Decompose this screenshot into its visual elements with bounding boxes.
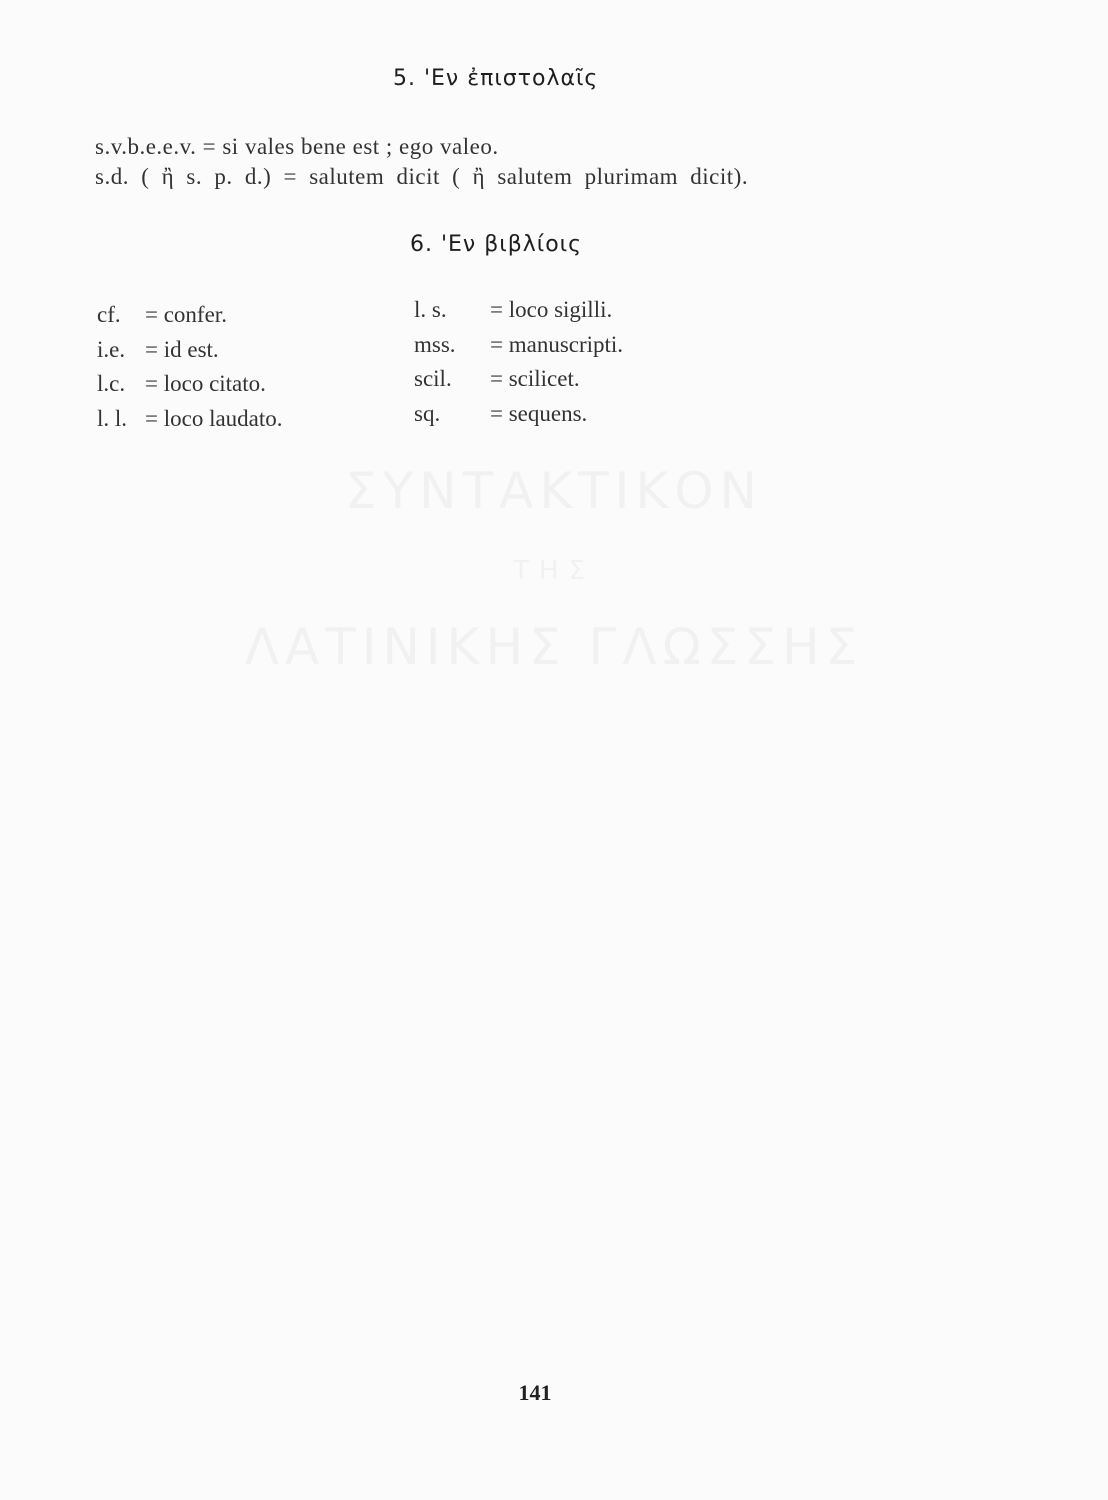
bleed-through-text: ΛΑΤΙΝΙΚΗΣ ΓΛΩΣΣΗΣ bbox=[244, 618, 864, 676]
page-number: 141 bbox=[518, 1380, 552, 1405]
abbreviation-meaning: = confer. bbox=[145, 302, 227, 327]
section-6-heading: 6. 'Εν βιβλίοις bbox=[410, 232, 583, 257]
abbreviation-row bbox=[414, 366, 623, 401]
abbreviation-row bbox=[414, 401, 623, 436]
abbreviation-meaning: = sequens. bbox=[490, 400, 588, 426]
abbreviation-meaning: = loco citato. bbox=[145, 371, 266, 396]
abbreviation: i.e. bbox=[97, 336, 126, 362]
book-abbreviations-right-column bbox=[414, 297, 623, 435]
bleed-through-text: ΤΗΣ bbox=[513, 556, 595, 586]
letter-abbreviation-line: s.v.b.e.e.v. = si vales bene est ; ego valeo. bbox=[95, 134, 499, 159]
abbreviation-row bbox=[414, 297, 623, 332]
abbreviation-row bbox=[414, 332, 623, 367]
abbreviation-row bbox=[97, 371, 283, 406]
abbreviation: scil. bbox=[414, 366, 452, 391]
abbreviation: l. s. bbox=[414, 297, 447, 322]
abbreviation-meaning: = loco laudato. bbox=[145, 405, 283, 431]
abbreviation-meaning: = manuscripti. bbox=[490, 331, 624, 357]
abbreviation-row bbox=[97, 337, 283, 372]
abbreviation: cf. bbox=[97, 302, 121, 327]
abbreviation-row bbox=[97, 406, 283, 441]
abbreviation-meaning: = id est. bbox=[145, 336, 219, 362]
abbreviation-meaning: = scilicet. bbox=[490, 366, 580, 391]
letter-abbreviation-line: s.d. ( ἢ s. p. d.) = salutem dicit ( ἢ salutem plurimam dicit). bbox=[95, 164, 749, 189]
abbreviation-meaning: = loco sigilli. bbox=[490, 297, 613, 322]
bleed-through-text: ΣΥΝΤΑΚΤΙΚΟΝ bbox=[345, 462, 763, 520]
abbreviation: sq. bbox=[414, 400, 441, 426]
book-abbreviations-left-column bbox=[97, 302, 283, 440]
abbreviation-row bbox=[97, 302, 283, 337]
abbreviation: l.c. bbox=[97, 371, 126, 396]
section-5-heading: 5. 'Εν ἐπιστολαῖς bbox=[393, 66, 599, 91]
abbreviation: mss. bbox=[414, 331, 456, 357]
abbreviation: l. l. bbox=[97, 405, 128, 431]
